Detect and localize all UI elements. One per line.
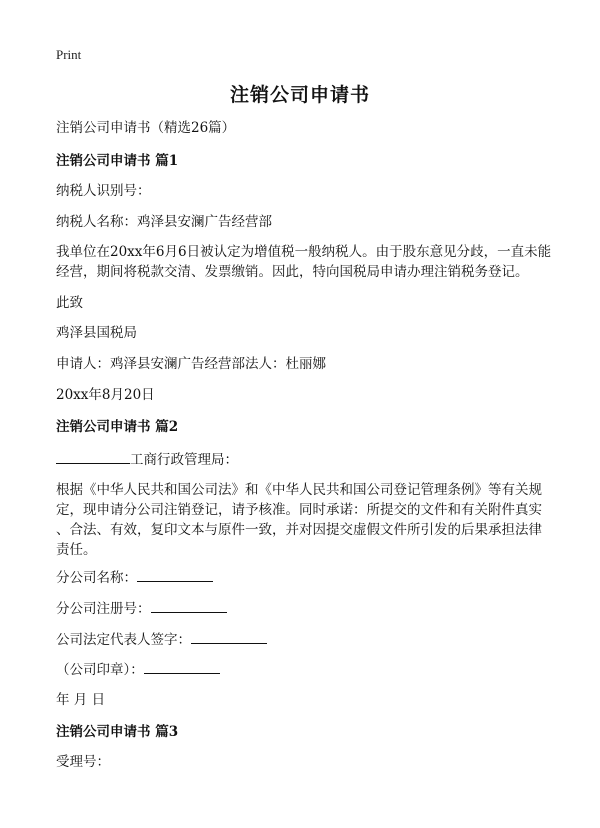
body-line: 定，现申请分公司注销登记，请予核准。同时承诺：所提交的文件和有关附件真实 <box>56 502 542 518</box>
branch-reg-line <box>56 598 556 619</box>
document-title: 注销公司申请书 <box>229 84 370 106</box>
fill-in-blank[interactable] <box>56 449 130 464</box>
taxpayer-name-line: 纳税人名称：鸡泽县安澜广告经营部 <box>56 214 272 230</box>
fill-in-blank[interactable] <box>144 659 220 674</box>
salutation: 此致 <box>56 295 83 311</box>
taxpayer-id-line: 纳税人识别号： <box>56 183 151 199</box>
branch-name-line <box>56 567 556 588</box>
legal-rep-line <box>56 629 556 650</box>
date-line: 20xx年8月20日 <box>56 387 155 403</box>
bureau-line <box>56 449 556 470</box>
legal-rep-label: 公司法定代表人签字： <box>56 632 191 648</box>
applicant-line: 申请人：鸡泽县安澜广告经营部法人：杜丽娜 <box>56 356 326 372</box>
bureau-label: 工商行政管理局： <box>130 452 238 468</box>
recipient: 鸡泽县国税局 <box>56 325 137 341</box>
seal-label: （公司印章）： <box>56 662 144 678</box>
fill-in-blank[interactable] <box>151 598 227 613</box>
section-heading-2: 注销公司申请书 篇2 <box>56 419 179 435</box>
body-line: 我单位在20xx年6月6日被认定为增值税一般纳税人。由于股东意见分歧，一直未能 <box>56 244 552 260</box>
print-label: Print <box>56 47 82 62</box>
fill-in-blank[interactable] <box>137 567 213 582</box>
body-line: 经营，期间将税款交清、发票缴销。因此，特向国税局申请办理注销税务登记。 <box>56 264 529 280</box>
accept-no-line: 受理号： <box>56 754 110 770</box>
fill-in-blank[interactable] <box>191 629 267 644</box>
document-subtitle: 注销公司申请书（精选26篇） <box>56 120 236 136</box>
branch-name-label: 分公司名称： <box>56 570 137 586</box>
branch-reg-label: 分公司注册号： <box>56 601 151 617</box>
date-line: 年 月 日 <box>56 692 106 708</box>
section-heading-1: 注销公司申请书 篇1 <box>56 153 179 169</box>
seal-line <box>56 659 556 680</box>
body-line: 、合法、有效，复印文本与原件一致，并对因提交虚假文件所引发的后果承担法律 <box>56 522 542 538</box>
body-line: 根据《中华人民共和国公司法》和《中华人民共和国公司登记管理条例》等有关规 <box>56 482 542 498</box>
section-heading-3: 注销公司申请书 篇3 <box>56 724 179 740</box>
body-line: 责任。 <box>56 542 97 558</box>
